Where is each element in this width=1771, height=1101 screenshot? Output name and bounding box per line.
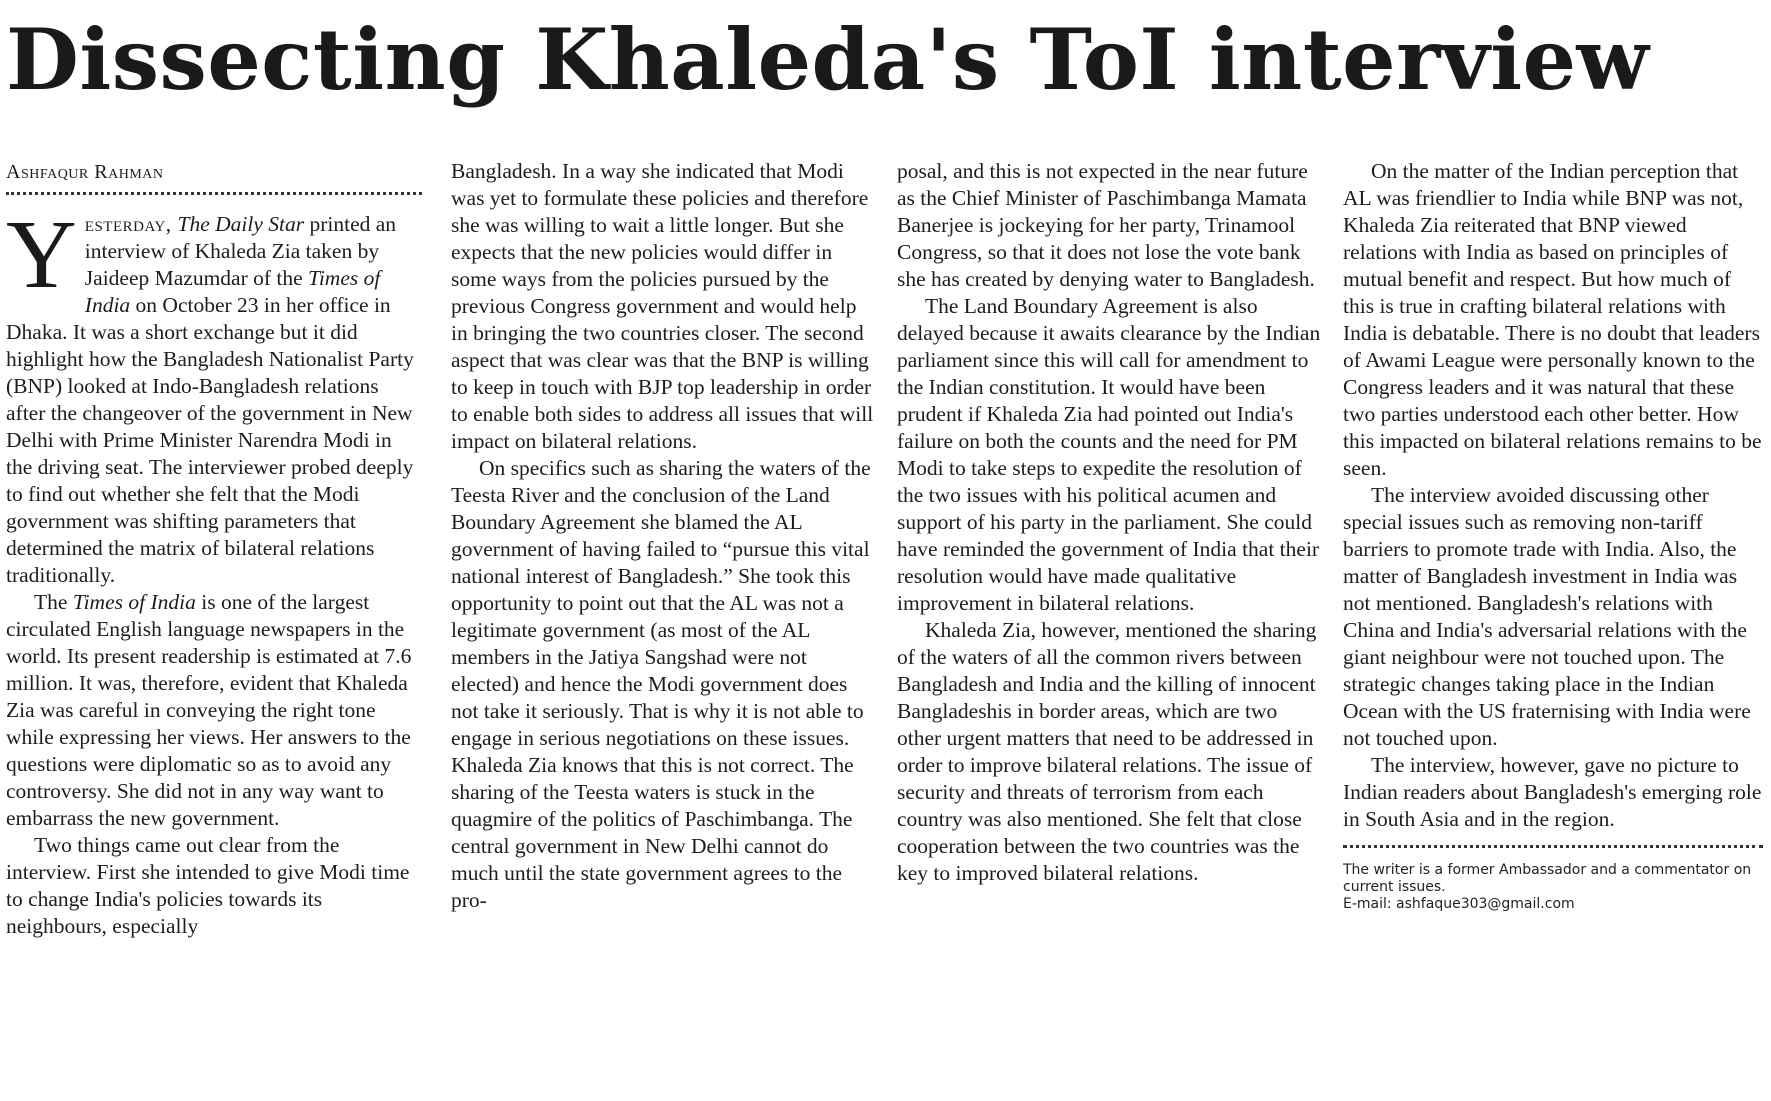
paragraph-text: is one of the largest circulated English language newspapers in the world. Its present readership is estimated at 7.6 million. It was, therefore, evident that Khaleda Zia was careful in conveying the right tone while expressing her views. Her answers to the questions were diplomatic so as to avoid any controversy. She did not in any way want to embarrass the new government.	[6, 590, 412, 830]
paragraph: On specifics such as sharing the waters of the Teesta River and the conclusion of the Land Boundary Agreement she blamed the AL government of having failed to “pursue this vital national interest of Bangladesh.” She took this opportunity to point out that the AL was not a legitimate government (as most of the AL members in the Jatiya Sangshad were not elected) and hence the Modi government does not take it seriously. That is why it is not able to engage in serious negotiations on these issues. Khaleda Zia knows that this is not correct. The sharing of the Teesta waters is stuck in the quagmire of the politics of Paschimbanga. The central government in New Delhi cannot do much until the state government agrees to the pro-	[451, 456, 871, 912]
source-name: The Daily Star	[177, 212, 305, 236]
lead-in: esterday,	[84, 212, 178, 236]
source-name: Times of India	[84, 266, 381, 317]
paragraph	[6, 201, 422, 589]
byline-divider	[6, 192, 422, 195]
paragraph: The Land Boundary Agreement is also delayed because it awaits clearance by the Indian parliament since this will call for amendment to the Indian constitution. It would have been prudent if Khaleda Zia had pointed out India's failure on both the counts and the need for PM Modi to take steps to expedite the resolution of the two issues with his political acumen and support of his party in the parliament. She could have reminded the government of India that their resolution would have made qualitative improvement in bilateral relations.	[897, 294, 1321, 615]
footnote-divider	[1343, 845, 1763, 848]
paragraph-text: printed an interview of Khaleda Zia taken by Jaideep Mazumdar of the	[84, 212, 397, 290]
paragraph: The interview avoided discussing other special issues such as removing non-tariff barriers to promote trade with India. Also, the matter of Bangladesh investment in India was not mentioned. Bangladesh's relations with China and India's adversarial relations with the giant neighbour were not touched upon. The strategic changes taking place in the Indian Ocean with the US fraternising with India were not touched upon.	[1343, 483, 1751, 750]
headline: Dissecting Khaleda's ToI interview	[6, 10, 1650, 109]
byline: Ashfaqur Rahman	[6, 161, 164, 183]
paragraph-text: on October 23 in her office in Dhaka. It was a short exchange but it did highlight how the Bangladesh Nationalist Party (BNP) looked at Indo-Bangladesh relations after the changeover of the government in New Delhi with Prime Minister Narendra Modi in the driving seat. The interviewer probed deeply to find out whether she felt that the Modi government was shifting parameters that determined the matrix of bilateral relations traditionally.	[6, 293, 414, 587]
author-note: The writer is a former Ambassador and a commentator on current issues.	[1343, 862, 1752, 895]
paragraph: On the matter of the Indian perception that AL was friendlier to India while BNP was not, Khaleda Zia reiterated that BNP viewed relations with India as based on principles of mutual benefit and respect. But how much of this is true in crafting bilateral relations with India is debatable. There is no doubt that leaders of Awami League were personally known to the Congress leaders and it was natural that these two parties understood each other better. How this impacted on bilateral relations remains to be seen.	[1343, 159, 1762, 480]
paragraph: Two things came out clear from the interview. First she intended to give Modi time to change India's policies towards its neighbours, especially	[6, 833, 410, 938]
article-column-3	[897, 158, 1323, 887]
paragraph: The interview, however, gave no picture to Indian readers about Bangladesh's emerging role in South Asia and in the region.	[1343, 753, 1762, 831]
article-column-4	[1343, 158, 1763, 913]
drop-cap: Y	[6, 201, 77, 309]
paragraph: Bangladesh. In a way she indicated that Modi was yet to formulate these policies and therefore she was willing to wait a little longer. But she expects that the new policies would differ in some ways from the policies pursued by the previous Congress government and would help in bringing the two countries closer. The second aspect that was clear was that the BNP is willing to keep in touch with BJP top leadership in order to enable both sides to address all issues that will impact on bilateral relations.	[451, 159, 874, 453]
article-column-1	[6, 158, 422, 940]
paragraph-text: The	[34, 590, 73, 614]
paragraph: posal, and this is not expected in the near future as the Chief Minister of Paschimbanga Mamata Banerjee is jockeying for her party, Trinamool Congress, so that it does not lose the vote bank she has created by denying water to Bangladesh.	[897, 159, 1315, 291]
source-name: Times of India	[72, 590, 196, 614]
author-email: E-mail: ashfaque303@gmail.com	[1343, 896, 1575, 912]
article-column-2	[451, 158, 875, 914]
paragraph: Khaleda Zia, however, mentioned the sharing of the waters of all the common rivers between Bangladesh and India and the killing of innocent Bangladeshis in border areas, which are two other urgent matters that need to be addressed in order to improve bilateral relations. The issue of security and threats of terrorism from each country was also mentioned. She felt that close cooperation between the two countries was the key to improved bilateral relations.	[897, 618, 1317, 885]
paragraph	[6, 589, 422, 832]
